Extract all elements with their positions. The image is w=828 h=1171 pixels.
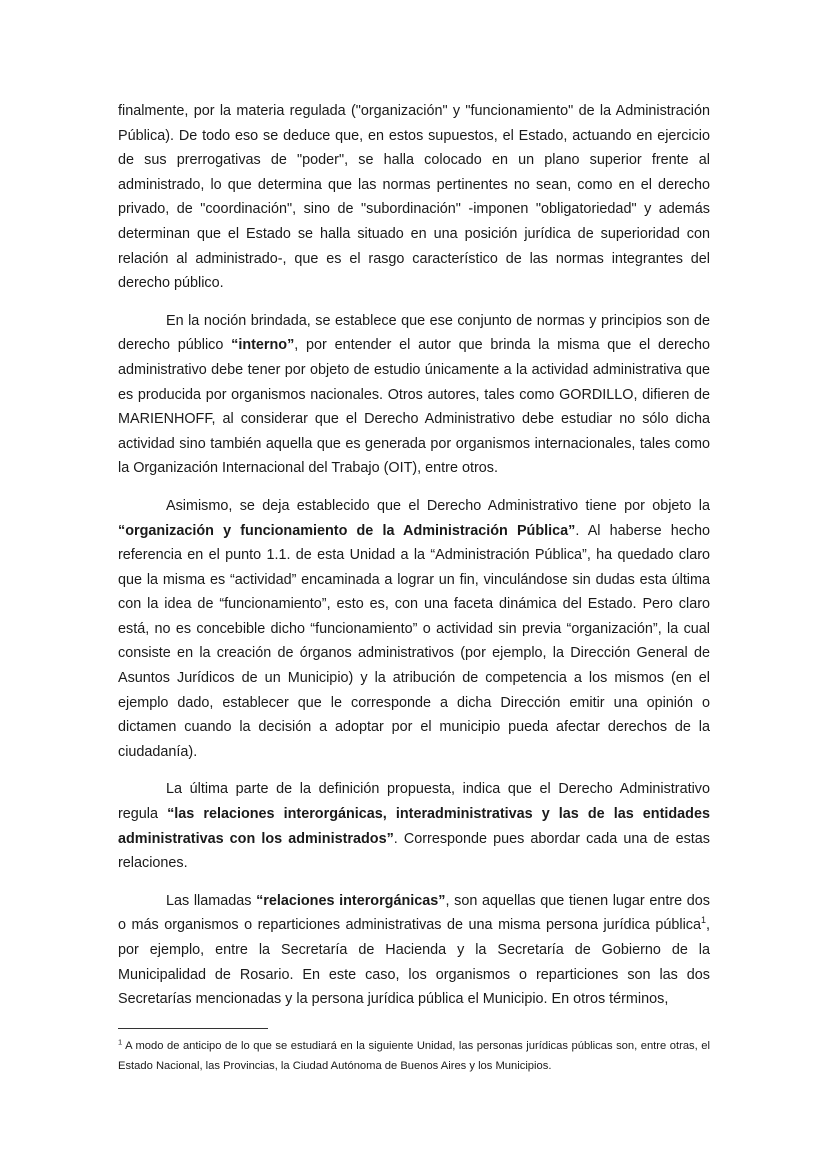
paragraph-5-text-c: , por ejemplo, entre la Secretaría de Hacienda y la Secretaría de Gobierno de la Municipalidad de Rosario. En este caso, los organismos o reparticiones son las dos Secretarías mencionadas y la persona jurídica pública el Municipio. En otros términos, bbox=[118, 917, 710, 1008]
paragraph-5 bbox=[118, 889, 710, 1012]
paragraph-5-emphasis: “relaciones interorgánicas” bbox=[256, 892, 446, 909]
paragraph-2 bbox=[118, 309, 710, 481]
paragraph-3-emphasis: “organización y funcionamiento de la Administración Pública” bbox=[118, 522, 576, 539]
paragraph-4-text-a: La última parte de la definición propuesta, indica que el Derecho Administrativo regula bbox=[118, 781, 710, 823]
paragraph-4 bbox=[118, 777, 710, 875]
paragraph-2-text-a: En la noción brindada, se establece que ese conjunto de normas y principios son de derecho público bbox=[118, 312, 710, 354]
paragraph-3-text-b: . Al haberse hecho referencia en el punto 1.1. de esta Unidad a la “Administración Pública”, ha quedado claro que la misma es “actividad” encaminada a lograr un fin, vinculándose sin dudas esta última con la idea de “funcionamiento”, esto es, con una faceta dinámica del Estado. Pero claro está, no es concebible dicho “funcionamiento” o actividad sin previa “organización”, la cual consiste en la creación de órganos administrativos (por ejemplo, la Dirección General de Asuntos Jurídicos de un Municipio) y la atribución de competencia a los mismos (en el ejemplo dado, establecer que le corresponde a dicha Dirección emitir una opinión o dictamen cuando la decisión a adoptar por el municipio pueda afectar derechos de la ciudadanía). bbox=[118, 522, 710, 760]
body-text bbox=[118, 99, 710, 1025]
footnote-separator bbox=[118, 1028, 268, 1029]
paragraph-4-text-b: . Corresponde pues abordar cada una de estas relaciones. bbox=[118, 830, 710, 872]
paragraph-4-emphasis: “las relaciones interorgánicas, interadministrativas y las de las entidades administrativas con los administrados” bbox=[118, 806, 710, 847]
paragraph-1-text: finalmente, por la materia regulada ("organización" y "funcionamiento" de la Administración Pública). De todo eso se deduce que, en estos supuestos, el Estado, actuando en ejercicio de sus prerrogativas de "poder", se halla colocado en un plano superior frente al administrado, lo que determina que las normas pertinentes no sean, como en el derecho privado, de "coordinación", sino de "subordinación" -imponen "obligatoriedad" y además determinan que el Estado se halla situado en una posición jurídica de superioridad con relación al administrado-, que es el rasgo característico de las normas integrantes del derecho público. bbox=[118, 103, 710, 292]
paragraph-2-emphasis: “interno” bbox=[231, 337, 295, 354]
paragraph-3 bbox=[118, 494, 710, 765]
paragraph-3-text-a: Asimismo, se deja establecido que el Derecho Administrativo tiene por objeto la bbox=[166, 497, 710, 514]
paragraph-5-text-a: Las llamadas bbox=[166, 892, 257, 909]
footnote bbox=[118, 1036, 710, 1076]
paragraph-2-text-b: , por entender el autor que brinda la misma que el derecho administrativo debe tener por objeto de estudio únicamente a la actividad administrativa que es producida por organismos nacionales. Otros autores, tales como GORDILLO, difieren de MARIENHOFF, al considerar que el Derecho Administrativo debe estudiar no sólo dicha actividad sino también aquella que es generada por organismos internacionales, tales como la Organización Internacional del Trabajo (OIT), entre otros. bbox=[118, 337, 710, 477]
paragraph-5-text-b: , son aquellas que tienen lugar entre dos o más organismos o reparticiones administrativas de una misma persona jurídica pública bbox=[118, 892, 710, 934]
footnote-text: A modo de anticipo de lo que se estudiará en la siguiente Unidad, las personas jurídicas públicas son, entre otras, el Estado Nacional, las Provincias, la Ciudad Autónoma de Buenos Aires y los Municipios. bbox=[118, 1040, 710, 1072]
footnote-reference: 1 bbox=[700, 915, 706, 926]
paragraph-1 bbox=[118, 99, 710, 296]
footnote-marker: 1 bbox=[118, 1037, 123, 1047]
